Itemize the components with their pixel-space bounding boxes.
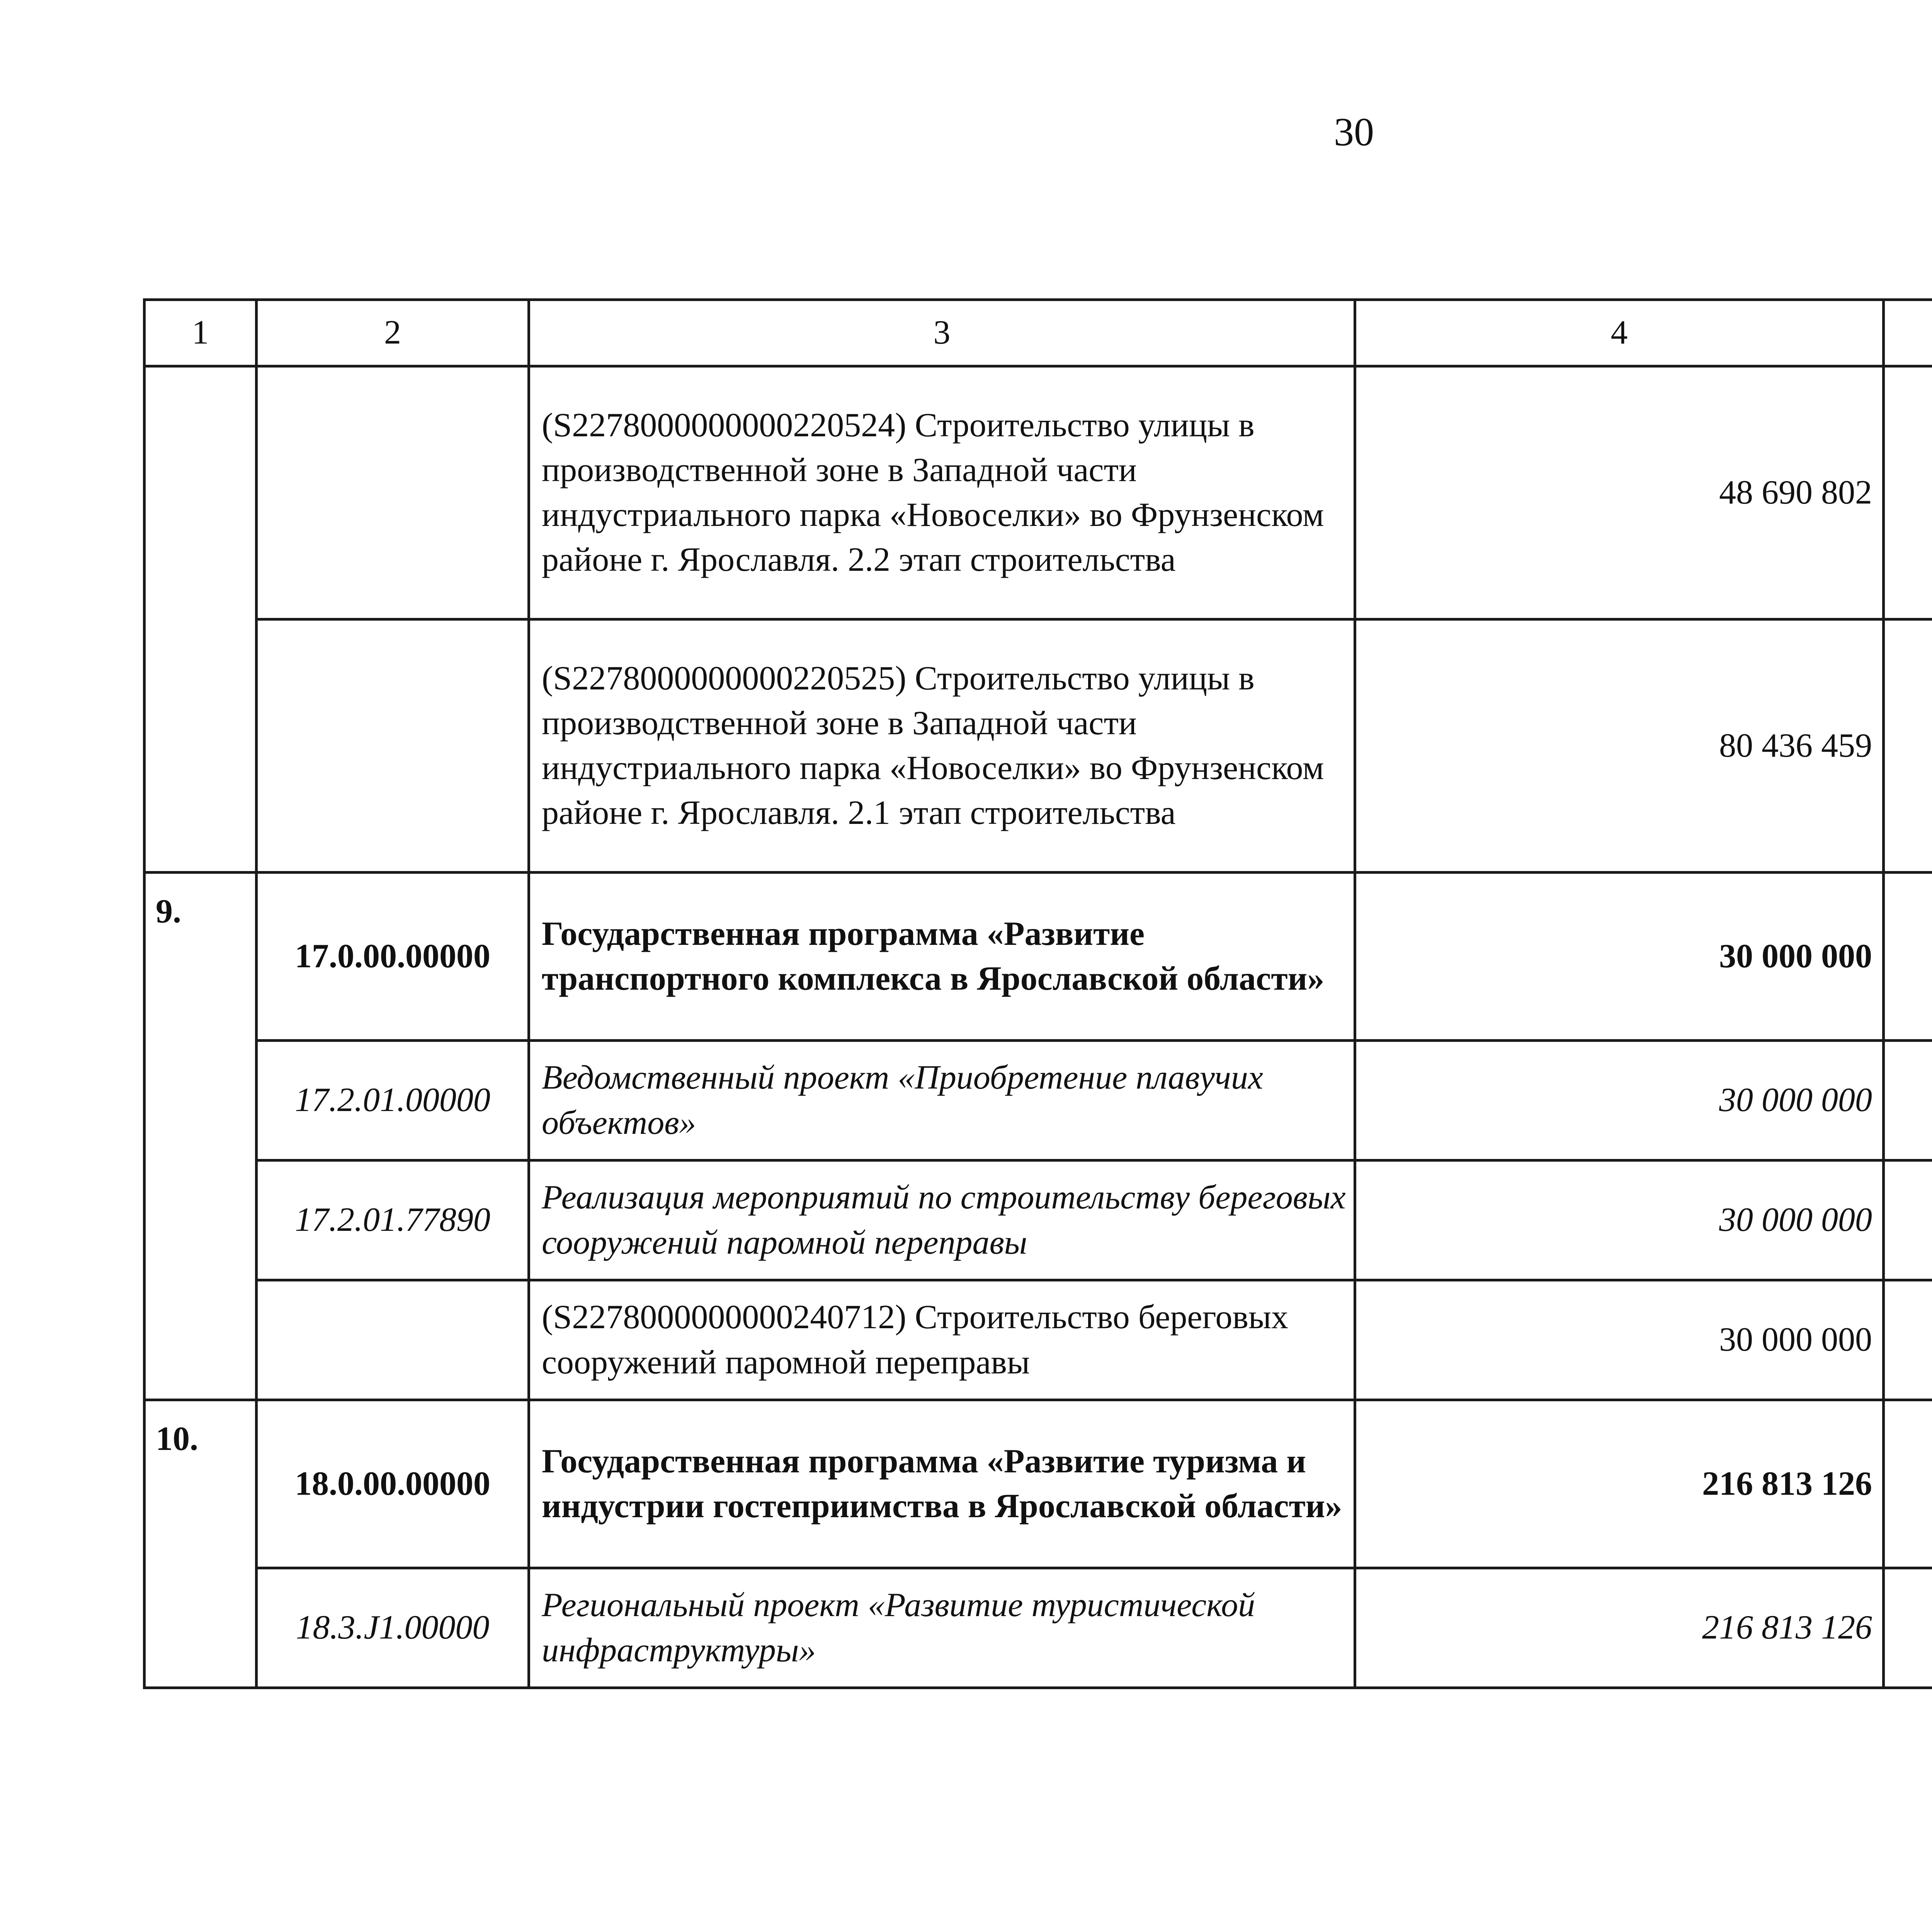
row-col4-value: 30 000 000 xyxy=(1355,1041,1884,1160)
row-code-cell: 18.0.00.00000 xyxy=(257,1400,529,1568)
row-col5-value xyxy=(1884,1160,1932,1280)
row-col4-value: 30 000 000 xyxy=(1355,1280,1884,1400)
row-name-cell: (S2278000000000220525) Строительство улицы в производственной зоне в Западной части индустриального парка «Новоселки» во Фрунзенском районе г. Ярославля. 2.1 этап строительства xyxy=(529,619,1355,873)
row-col4-value: 48 690 802 xyxy=(1355,366,1884,619)
row-col4-value: 30 000 000 xyxy=(1355,1160,1884,1280)
row-col5-value xyxy=(1884,1568,1932,1688)
budget-table xyxy=(143,298,1932,1689)
row-col5-value xyxy=(1884,1280,1932,1400)
table-header-row xyxy=(145,300,1932,366)
row-name-cell: (S2278000000000240712) Строительство береговых сооружений паромной переправы xyxy=(529,1280,1355,1400)
table-row xyxy=(145,1568,1932,1688)
row-code-cell xyxy=(257,366,529,619)
row-col4-value: 216 813 126 xyxy=(1355,1400,1884,1568)
row-name-cell: Государственная программа «Развитие транспортного комплекса в Ярославской области» xyxy=(529,873,1355,1041)
table-row xyxy=(145,619,1932,873)
row-code-cell: 18.3.J1.00000 xyxy=(257,1568,529,1688)
row-code-cell: 17.0.00.00000 xyxy=(257,873,529,1041)
row-code-cell: 17.2.01.77890 xyxy=(257,1160,529,1280)
row-code-cell xyxy=(257,1280,529,1400)
row-col5-value xyxy=(1884,619,1932,873)
budget-table-container xyxy=(143,298,1932,1689)
table-row-program-10 xyxy=(145,1400,1932,1568)
row-name-cell: Государственная программа «Развитие туризма и индустрии гостеприимства в Ярославской области» xyxy=(529,1400,1355,1568)
row-index-cell xyxy=(145,366,257,873)
row-name-cell: Реализация мероприятий по строительству береговых сооружений паромной переправы xyxy=(529,1160,1355,1280)
row-col5-value xyxy=(1884,1041,1932,1160)
row-index-cell: 9. xyxy=(145,873,257,1400)
table-row xyxy=(145,1160,1932,1280)
table-row xyxy=(145,1280,1932,1400)
row-name-cell: Ведомственный проект «Приобретение плавучих объектов» xyxy=(529,1041,1355,1160)
row-col5-value xyxy=(1884,873,1932,1041)
row-code-cell xyxy=(257,619,529,873)
row-code-cell: 17.2.01.00000 xyxy=(257,1041,529,1160)
row-col5-value xyxy=(1884,366,1932,619)
row-index-cell: 10. xyxy=(145,1400,257,1688)
column-header-1: 1 xyxy=(145,300,257,366)
column-header-2: 2 xyxy=(257,300,529,366)
row-name-cell: (S2278000000000220524) Строительство улицы в производственной зоне в Западной части индустриального парка «Новоселки» во Фрунзенском районе г. Ярославля. 2.2 этап строительства xyxy=(529,366,1355,619)
table-row xyxy=(145,366,1932,619)
row-col4-value: 80 436 459 xyxy=(1355,619,1884,873)
row-col4-value: 216 813 126 xyxy=(1355,1568,1884,1688)
table-row xyxy=(145,1041,1932,1160)
row-col5-value xyxy=(1884,1400,1932,1568)
column-header-4: 4 xyxy=(1355,300,1884,366)
page-number: 30 xyxy=(1334,110,1374,154)
column-header-3: 3 xyxy=(529,300,1355,366)
row-col4-value: 30 000 000 xyxy=(1355,873,1884,1041)
row-name-cell: Региональный проект «Развитие туристической инфраструктуры» xyxy=(529,1568,1355,1688)
column-header-5 xyxy=(1884,300,1932,366)
table-row-program-9 xyxy=(145,873,1932,1041)
